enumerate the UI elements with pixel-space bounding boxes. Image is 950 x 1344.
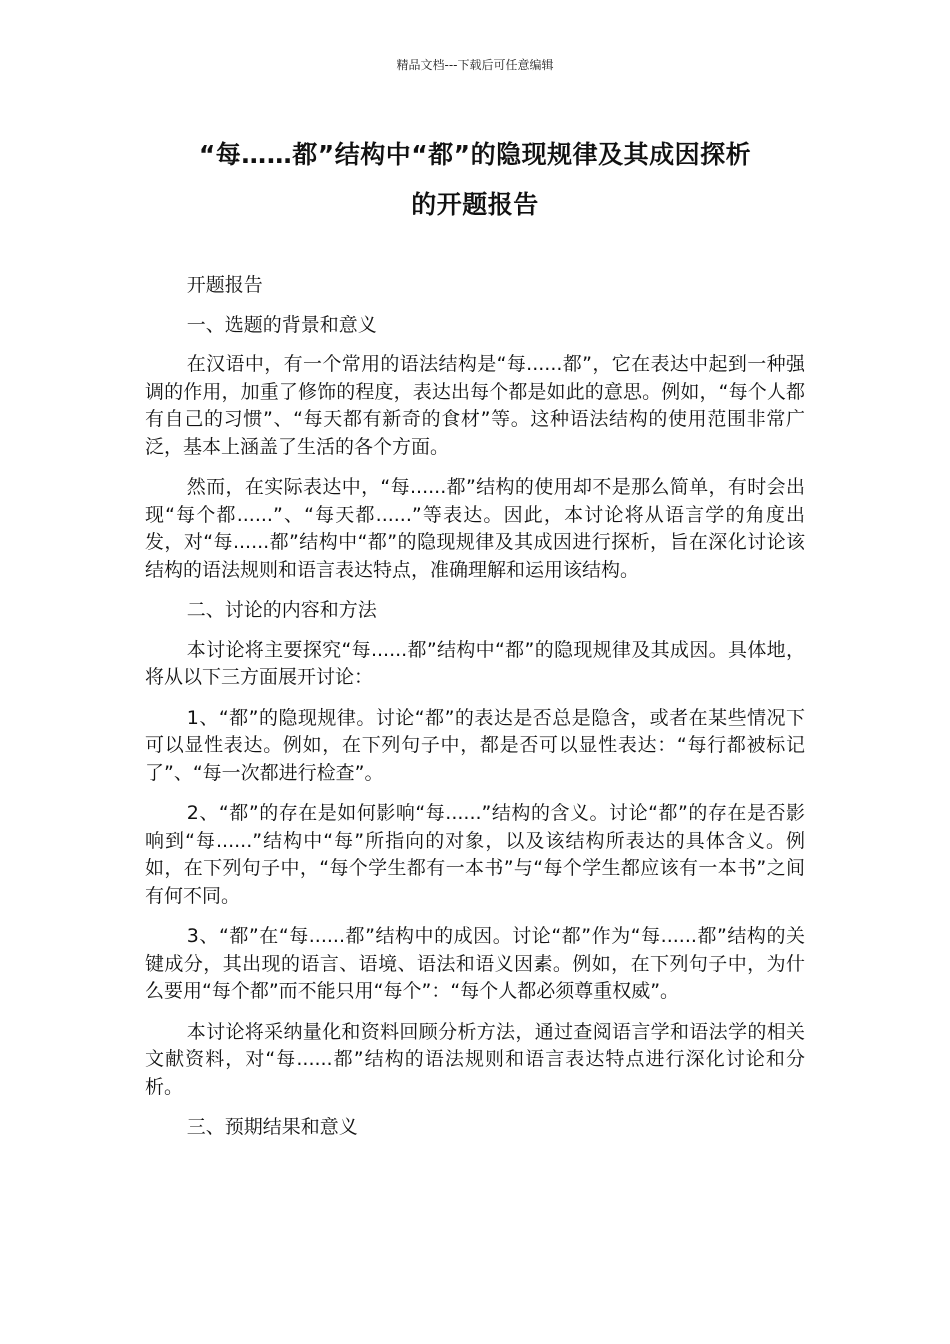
paragraph-content-intro: 本讨论将主要探究“每......都”结构中“都”的隐现规律及其成因。具体地，将从以下三方面展开讨论：	[145, 638, 805, 688]
title-line-1: “每……都”结构中“都”的隐现规律及其成因探析	[198, 140, 752, 169]
section-heading-content-method: 二、讨论的内容和方法	[186, 599, 377, 621]
paragraph-background-2: 然而，在实际表达中，“每......都”结构的使用却不是那么简单，有时会出现“每个都......”、“每天都......”等表达。因此，本讨论将从语言学的角度出发，对“每......都”结构中“都”的隐现规律及其成因进行探析，旨在深化讨论该结构的语法规则和语言表达特点，准确理解和运用该结构。	[145, 476, 805, 581]
list-item-2: 2、“都”的存在是如何影响“每......”结构的含义。讨论“都”的存在是否影响到“每......”结构中“每”所指向的对象，以及该结构所表达的具体含义。例如，在下列句子中，“每个学生都有一本书”与“每个学生都应该有一本书”之间有何不同。	[145, 802, 805, 907]
page-header: 精品文档---下载后可任意编辑	[396, 58, 554, 72]
list-item-3: 3、“都”在“每......都”结构中的成因。讨论“都”作为“每......都”结构的关键成分，其出现的语言、语境、语法和语义因素。例如，在下列句子中，为什么要用“每个都”而不能只用“每个”：“每个人都必须尊重权威”。	[145, 925, 805, 1002]
paragraph-background-1: 在汉语中，有一个常用的语法结构是“每......都”，它在表达中起到一种强调的作用，加重了修饰的程度，表达出每个都是如此的意思。例如，“每个人都有自己的习惯”、“每天都有新奇的食材”等。这种语法结构的使用范围非常广泛，基本上涵盖了生活的各个方面。	[145, 353, 805, 458]
document-title	[120, 130, 830, 230]
section-heading-background: 一、选题的背景和意义	[186, 313, 377, 336]
section-heading-expected-results: 三、预期结果和意义	[186, 1116, 358, 1138]
list-item-1: 1、“都”的隐现规律。讨论“都”的表达是否总是隐含，或者在某些情况下可以显性表达。例如，在下列句子中，都是否可以显性表达：“每行都被标记了”、“每一次都进行检查”。	[145, 706, 805, 784]
title-line-2: 的开题报告	[411, 190, 539, 219]
document-body	[145, 272, 805, 1154]
report-heading: 开题报告	[186, 274, 263, 296]
paragraph-method: 本讨论将采纳量化和资料回顾分析方法，通过查阅语言学和语法学的相关文献资料，对“每......都”结构的语法规则和语言表达特点进行深化讨论和分析。	[145, 1020, 805, 1098]
